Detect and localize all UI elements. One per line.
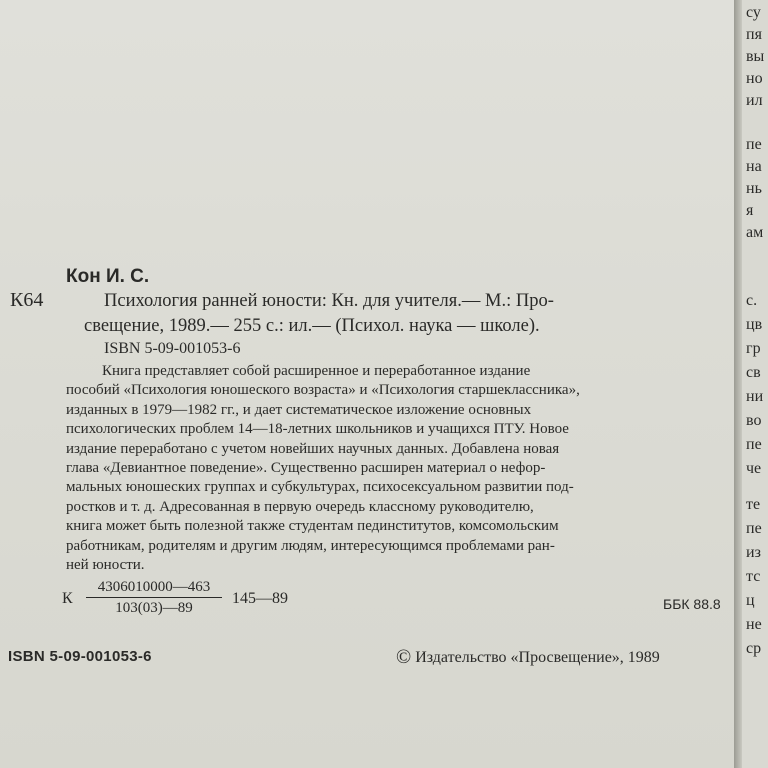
adjacent-page-fragment: тс: [746, 568, 761, 585]
adjacent-page-fragment: су: [746, 4, 761, 21]
annotation-line: ростков и т. д. Адресованная в первую очередь классному руководителю,: [66, 498, 534, 515]
fraction-denominator: 103(03)—89: [115, 600, 193, 616]
class-code: К64: [10, 289, 44, 311]
annotation-line: изданных в 1979—1982 гг., и дает систематическое изложение основных: [66, 401, 532, 418]
adjacent-page-fragment: пе: [746, 436, 762, 453]
isbn-top: ISBN 5-09-001053-6: [104, 340, 241, 357]
adjacent-page-fragment: ср: [746, 640, 762, 657]
bbk-code: ББК 88.8: [663, 596, 721, 612]
adjacent-page-fragment: св: [746, 364, 761, 381]
fraction-numerator: 4306010000—463: [86, 579, 222, 598]
adjacent-page-fragment: пе: [746, 520, 762, 537]
adjacent-page-fragment: ил: [746, 92, 763, 109]
annotation-line: работникам, родителям и другим людям, интересующимся проблемами ран-: [66, 537, 555, 554]
adjacent-page-fragment: че: [746, 460, 762, 477]
adjacent-page-fragment: я: [746, 202, 754, 219]
annotation-line: глава «Девиантное поведение». Существенно расширен материал о нефор-: [66, 460, 546, 477]
annotation-line: Книга представляет собой расширенное и переработанное издание: [102, 363, 531, 379]
adjacent-page: [742, 0, 768, 768]
isbn-bottom: ISBN 5-09-001053-6: [8, 648, 152, 665]
adjacent-page-fragment: из: [746, 544, 761, 561]
copyright-icon: ©: [396, 646, 412, 668]
annotation-line: издание переработано с учетом новейших научных данных. Добавлена новая: [66, 440, 560, 457]
book-gutter: [734, 0, 742, 768]
copyright-notice: [396, 646, 660, 669]
adjacent-page-fragment: те: [746, 496, 761, 513]
author-name: Кон И. С.: [66, 266, 150, 287]
title-line: свещение, 1989.— 255 с.: ил.— (Психол. наука — школе).: [84, 316, 540, 336]
adjacent-page-fragment: пя: [746, 26, 762, 43]
k-index-fraction: [86, 579, 222, 617]
adjacent-page-fragment: на: [746, 158, 762, 175]
annotation-line: пособий «Психология юношеского возраста» и «Психология старшеклассника»,: [66, 382, 580, 399]
annotation-line: книга может быть полезной также студентам пединститутов, комсомольским: [66, 518, 559, 535]
adjacent-page-fragment: ц: [746, 592, 755, 609]
adjacent-page-fragment: не: [746, 616, 762, 633]
bibliographic-title: [84, 289, 732, 339]
adjacent-page-fragment: но: [746, 70, 763, 87]
copyright-text: Издательство «Просвещение», 1989: [415, 649, 660, 666]
adjacent-page-fragment: с.: [746, 292, 758, 309]
k-index-letter: К: [62, 590, 73, 607]
adjacent-page-fragment: цв: [746, 316, 763, 333]
adjacent-page-fragment: ам: [746, 224, 764, 241]
annotation-line: ней юности.: [66, 557, 145, 574]
annotation: [66, 362, 728, 575]
adjacent-page-fragment: нь: [746, 180, 762, 197]
annotation-line: мальных юношеских группах и субкультурах, психосексуальном развитии под-: [66, 479, 574, 496]
adjacent-page-fragment: гр: [746, 340, 761, 357]
k-index-code: 145—89: [232, 590, 288, 607]
adjacent-page-fragment: ни: [746, 388, 764, 405]
adjacent-page-fragment: вы: [746, 48, 765, 65]
adjacent-page-fragment: пе: [746, 136, 762, 153]
adjacent-page-fragment: во: [746, 412, 762, 429]
title-line: Психология ранней юности: Кн. для учителя.— М.: Про-: [104, 291, 554, 311]
annotation-line: психологических проблем 14—18-летних школьников и учащихся ПТУ. Новое: [66, 421, 569, 438]
